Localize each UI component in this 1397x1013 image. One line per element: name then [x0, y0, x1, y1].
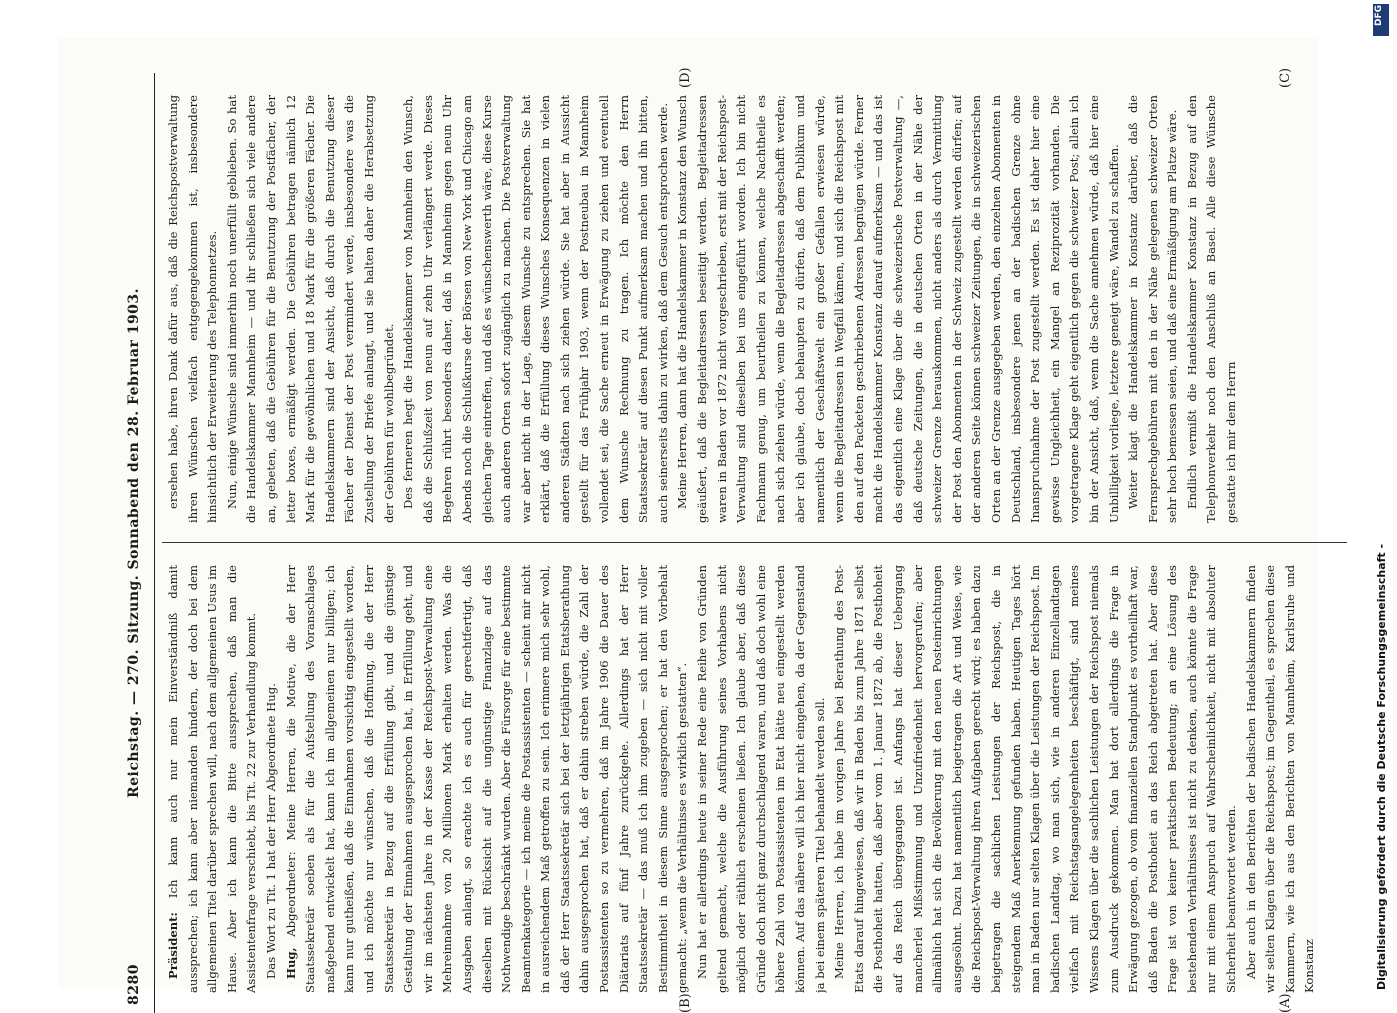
paragraph [164, 565, 262, 993]
paragraph-text: Endlich vermißt die Handelskammer Konstanz in Bezug auf den Telephonverkehr noch den Anschluß an Basel. Alle diese Wünsche gestatte ich mir dem Herrn [1184, 95, 1239, 523]
column-divider [162, 542, 1347, 543]
margin-mark-c: (C) [1278, 67, 1293, 88]
margin-mark-a: (A) [1278, 993, 1293, 1013]
speaker-name: Präsident: [166, 912, 180, 979]
paragraph [1242, 565, 1320, 993]
paragraph-text: ersehen habe, ihren Dank dafür aus, daß die Reichspostverwaltung ihren Wünschen vielfach entgegengekommen ist, insbesondere hinsichtlich der Erweiterung des Telephonnetzes. [166, 95, 220, 523]
dfg-logo-text: DFG [1374, 4, 1384, 26]
paragraph [262, 565, 282, 993]
paragraph [693, 565, 830, 993]
paragraph [1124, 95, 1183, 523]
paragraph [399, 95, 673, 523]
header-title: Reichstag. — 270. Sitzung. Sonnabend den 28. Februar 1903. [126, 287, 142, 799]
digitization-credit: Digitalisierung gefördert durch die Deutsche Forschungsgemeinschaft - [1375, 543, 1388, 990]
right-column [164, 95, 1344, 523]
paragraph-text: Des ferneren hegt die Handelskammer von Mannheim den Wunsch, daß die Schlußzeit von neun auf zehn Uhr verlängert werde. Dieses Begehren rührt besonders daher, daß in Mannheim gegen neun Uhr Abends noch die Schlußkurse der Börsen von New York und Chicago am gleichen Tage eintreffen, und daß es wünschenswerth wäre, diese Kurse auch anderen Orten sofort zugänglich zu machen. Die Postverwaltung war aber nicht in der Lage, diesem Wunsche zu entsprechen. Sie hat erklärt, daß die Erfüllung dieses Wunsches Konsequenzen in vielen anderen Städten nach sich ziehen würde. Sie hat aber in Aussicht gestellt für das Frühjahr 1903, wenn der Postneubau in Mannheim vollendet sei, die Sache erneut in Erwägung zu ziehen und eventuell dem Wunsche Rechnung zu tragen. Ich möchte den Herrn Staatssekretär auf diesen Punkt aufmerksam machen und ihn bitten, auch seinerseits dahin zu wirken, daß dem Gesuch entsprochen werde. [401, 95, 670, 523]
paragraph [673, 95, 1124, 523]
rotated-content [118, 67, 1363, 1013]
digitization-sidebar [1371, 0, 1393, 1000]
paragraph-text: Ich kann auch nur mein Einverständniß damit aussprechen; ich kann aber niemanden hindern, der doch bei dem allgemeinen Titel darüber sprechen will, nach dem allgemeinen Usus im Hause. Aber ich kann die Bitte aussprechen, daß man die Assistentenfrage verschiebt, bis Tit. 22 zur Verhandlung kommt. [166, 565, 259, 993]
paragraph [223, 95, 399, 523]
header-rule [154, 73, 155, 1013]
paragraph-text: Meine Herren, ich habe im vorigen Jahre bei Berathung des Post-Etats darauf hingewiesen, daß wir in Baden bis zum Jahre 1871 selbst die Posthoheit hatten, daß aber vom 1. Januar 1872 ab, die Posthoheit auf das Reich übergegangen ist. Anfangs hat dieser Uebergang mancherlei Mißstimmung und Unzufriedenheit hervorgerufen; aber allmählich hat sich die Bevölkerung mit den neuen Posteinrichtungen ausgesöhnt. Dazu hat namentlich beigetragen die Art und Weise, wie die Reichspost-Verwaltung ihren Aufgaben gerecht wird; es haben dazu beigetragen die sachlichen Leistungen der Reichspost, die in steigendem Maß Anerkennung gefunden haben. Heutigen Tages hört man in Baden nur selten Klagen über die Leistungen der Reichspost. Im badischen Landtag, wo man sich, wie in anderen Einzellandtagen vielfach mit Reichstagsangelegenheiten beschäftigt, sind meines Wissens Klagen über die sachlichen Leistungen der Reichspost niemals zum Ausdruck gekommen. Man hat dort allerdings die Frage in Erwägung gezogen, ob vom finanziellen Standpunkt es vortheilhaft war, daß Baden die Posthoheit an das Reich abgetreten hat. Aber diese Frage ist von keiner praktischen Bedeutung; an eine Lösung des bestehenden Verhältnisses ist nicht zu denken, auch könnte die Frage nur mit einem Anspruch auf Wahrscheinlichkeit, nicht mit absoluter Sicherheit beantwortet werden. [832, 565, 1239, 993]
paragraph [282, 565, 693, 993]
paragraph [830, 565, 1241, 993]
page-header [118, 73, 150, 1013]
paragraph [1183, 95, 1242, 523]
paragraph-text: Aber auch in den Berichten der badischen Handelskammern finden wir selten Klagen über die Reichspost; im Gegentheil, es sprechen diese Kammern, wie ich aus den Berichten von Mannheim, Karlsruhe und Konstanz [1243, 565, 1317, 993]
paragraph-text: Nun, einige Wünsche sind immerhin noch unerfüllt geblieben. So hat die Handelskammer Mannheim — und ihr schließen sich viele andere an, gebeten, daß die Gebühren für die Benutzung der Postfächer, der letter boxes, ermäßigt werden. Die Gebühren betragen nämlich 12 Mark für die gewöhnlichen und 18 Mark für die größeren Fächer. Die Handelskammern sind der Ansicht, daß durch die Benutzung dieser Fächer der Dienst der Post vermindert werde, insbesondere was die Zustellung der Briefe anlangt, und sie halten daher die Herabsetzung der Gebühren für wohlbegründet. [224, 95, 396, 523]
left-column [164, 565, 1344, 993]
paragraph-text: Abgeordneter: Meine Herren, die Motive, die der Herr Staatssekretär soeben als für die Aufstellung des Voranschlages maßgebend entwickelt hat, kann ich im allgemeinen nur billigen; ich kann nur gutheißen, daß die Einnahmen vorsichtig eingestellt worden, und ich möchte nur wünschen, daß die Hoffnung, die der Herr Staatssekretär in Bezug auf die Erfüllung gibt, und die günstige Gestaltung der Einnahmen ausgesprochen hat, in Erfüllung geht, und wir im nächsten Jahre in der Kasse der Reichspost-Verwaltung eine Mehreinnahme von 20 Millionen Mark erhalten werden. Was die Ausgaben anlangt, so erachte ich es auch für gerechtfertigt, daß dieselben mit Rücksicht auf die ungünstige Finanzlage auf das Nothwendige beschränkt wurden. Aber die Fürsorge für eine bestimmte Beamtenkategorie — ich meine die Postassistenten — scheint mir nicht in ausreichendem Maß getroffen zu sein. Ich erinnere mich sehr wohl, daß der Herr Staatssekretär sich bei der letztjährigen Etatsberathung dahin ausgesprochen hat, daß er dahin streben würde, die Zahl der Postassistenten so zu vermehren, daß im Jahre 1906 die Dauer des Diätariats auf fünf Jahre zurückgehe. Allerdings hat der Herr Staatssekretär — das muß ich ihm zugeben — sich nicht mit voller Bestimmtheit in diesem Sinne ausgesprochen; er hat den Vorbehalt gemacht: „wenn die Verhältnisse es wirklich gestatten“. [283, 565, 690, 993]
speaker-name: Hug, [283, 947, 298, 979]
margin-mark-d: (D) [678, 67, 693, 88]
paragraph-text: Nun hat er allerdings heute in seiner Rede eine Reihe von Gründen geltend gemacht, welche die Ausführung seines Vorhabens nicht möglich oder räthlich erscheinen ließen. Ich glaube aber, daß diese Gründe doch nicht ganz durchschlagend waren, und daß doch wohl eine höhere Zahl von Postassistenten im Etat hätte neu eingestellt werden können. Auf das nähere will ich hier nicht eingehen, da der Gegenstand ja bei einem späteren Titel behandelt werden soll. [695, 565, 827, 993]
page-number: 8280 [126, 964, 142, 1005]
paragraph [164, 95, 223, 523]
paragraph-text: Meine Herren, dann hat die Handelskammer in Konstanz den Wunsch geäußert, daß die Begleitadressen beseitigt werden. Begleitadressen waren in Baden vor 1872 nicht vorgeschrieben, erst mit der Reichspost-Verwaltung sind dieselben bei uns eingeführt worden. Ich bin nicht Fachmann genug, um beurtheilen zu können, welche Nachtheile es nach sich ziehen würde, wenn die Begleitadressen abgeschafft werden; aber ich glaube, doch behaupten zu dürfen, daß dem Publikum und namentlich der Geschäftswelt ein großer Gefallen erwiesen würde, wenn die Begleitadressen in Wegfall kämen, und sich die Reichspost mit den auf den Packeten geschriebenen Adressen begnügen würde. Ferner macht die Handelskammer Konstanz darauf aufmerksam — und das ist das eigentlich eine Klage über die schweizerische Postverwaltung —, daß deutsche Zeitungen, die in deutschen Orten in der Nähe der schweizer Grenze herauskommen, nicht anders als durch Vermittlung der Post den Abonnenten in der Schweiz zugestellt werden dürfen; auf der anderen Seite können schweizer Zeitungen, die in schweizerischen Orten an der Grenze ausgegeben werden, den einzelnen Abonnenten in Deutschland, insbesondere jenen an der badischen Grenze ohne Inanspruchnahme der Post zugestellt werden. Es ist daher hier eine gewisse Ungleichheit, ein Mangel an Reziprozität vorhanden. Die vorgetragene Klage geht eigentlich gegen die schweizer Post; allein ich bin der Ansicht, daß, wenn die Sache annehmen würde, daß hier eine Unbilligkeit vorliege, letztere geneigt wäre, Wandel zu schaffen. [675, 95, 1121, 523]
scanned-page [58, 38, 1318, 1013]
paragraph-text: Weiter klagt die Handelskammer in Konstanz darüber, daß die Fernsprechgebühren mit den in der Nähe gelegenen schweizer Orten sehr hoch bemessen seien, und daß eine Ermäßigung am Platze wäre. [1126, 95, 1180, 523]
margin-mark-b: (B) [678, 993, 693, 1013]
paragraph-text: Das Wort zu Tit. 1 hat der Herr Abgeordnete Hug. [263, 683, 278, 979]
